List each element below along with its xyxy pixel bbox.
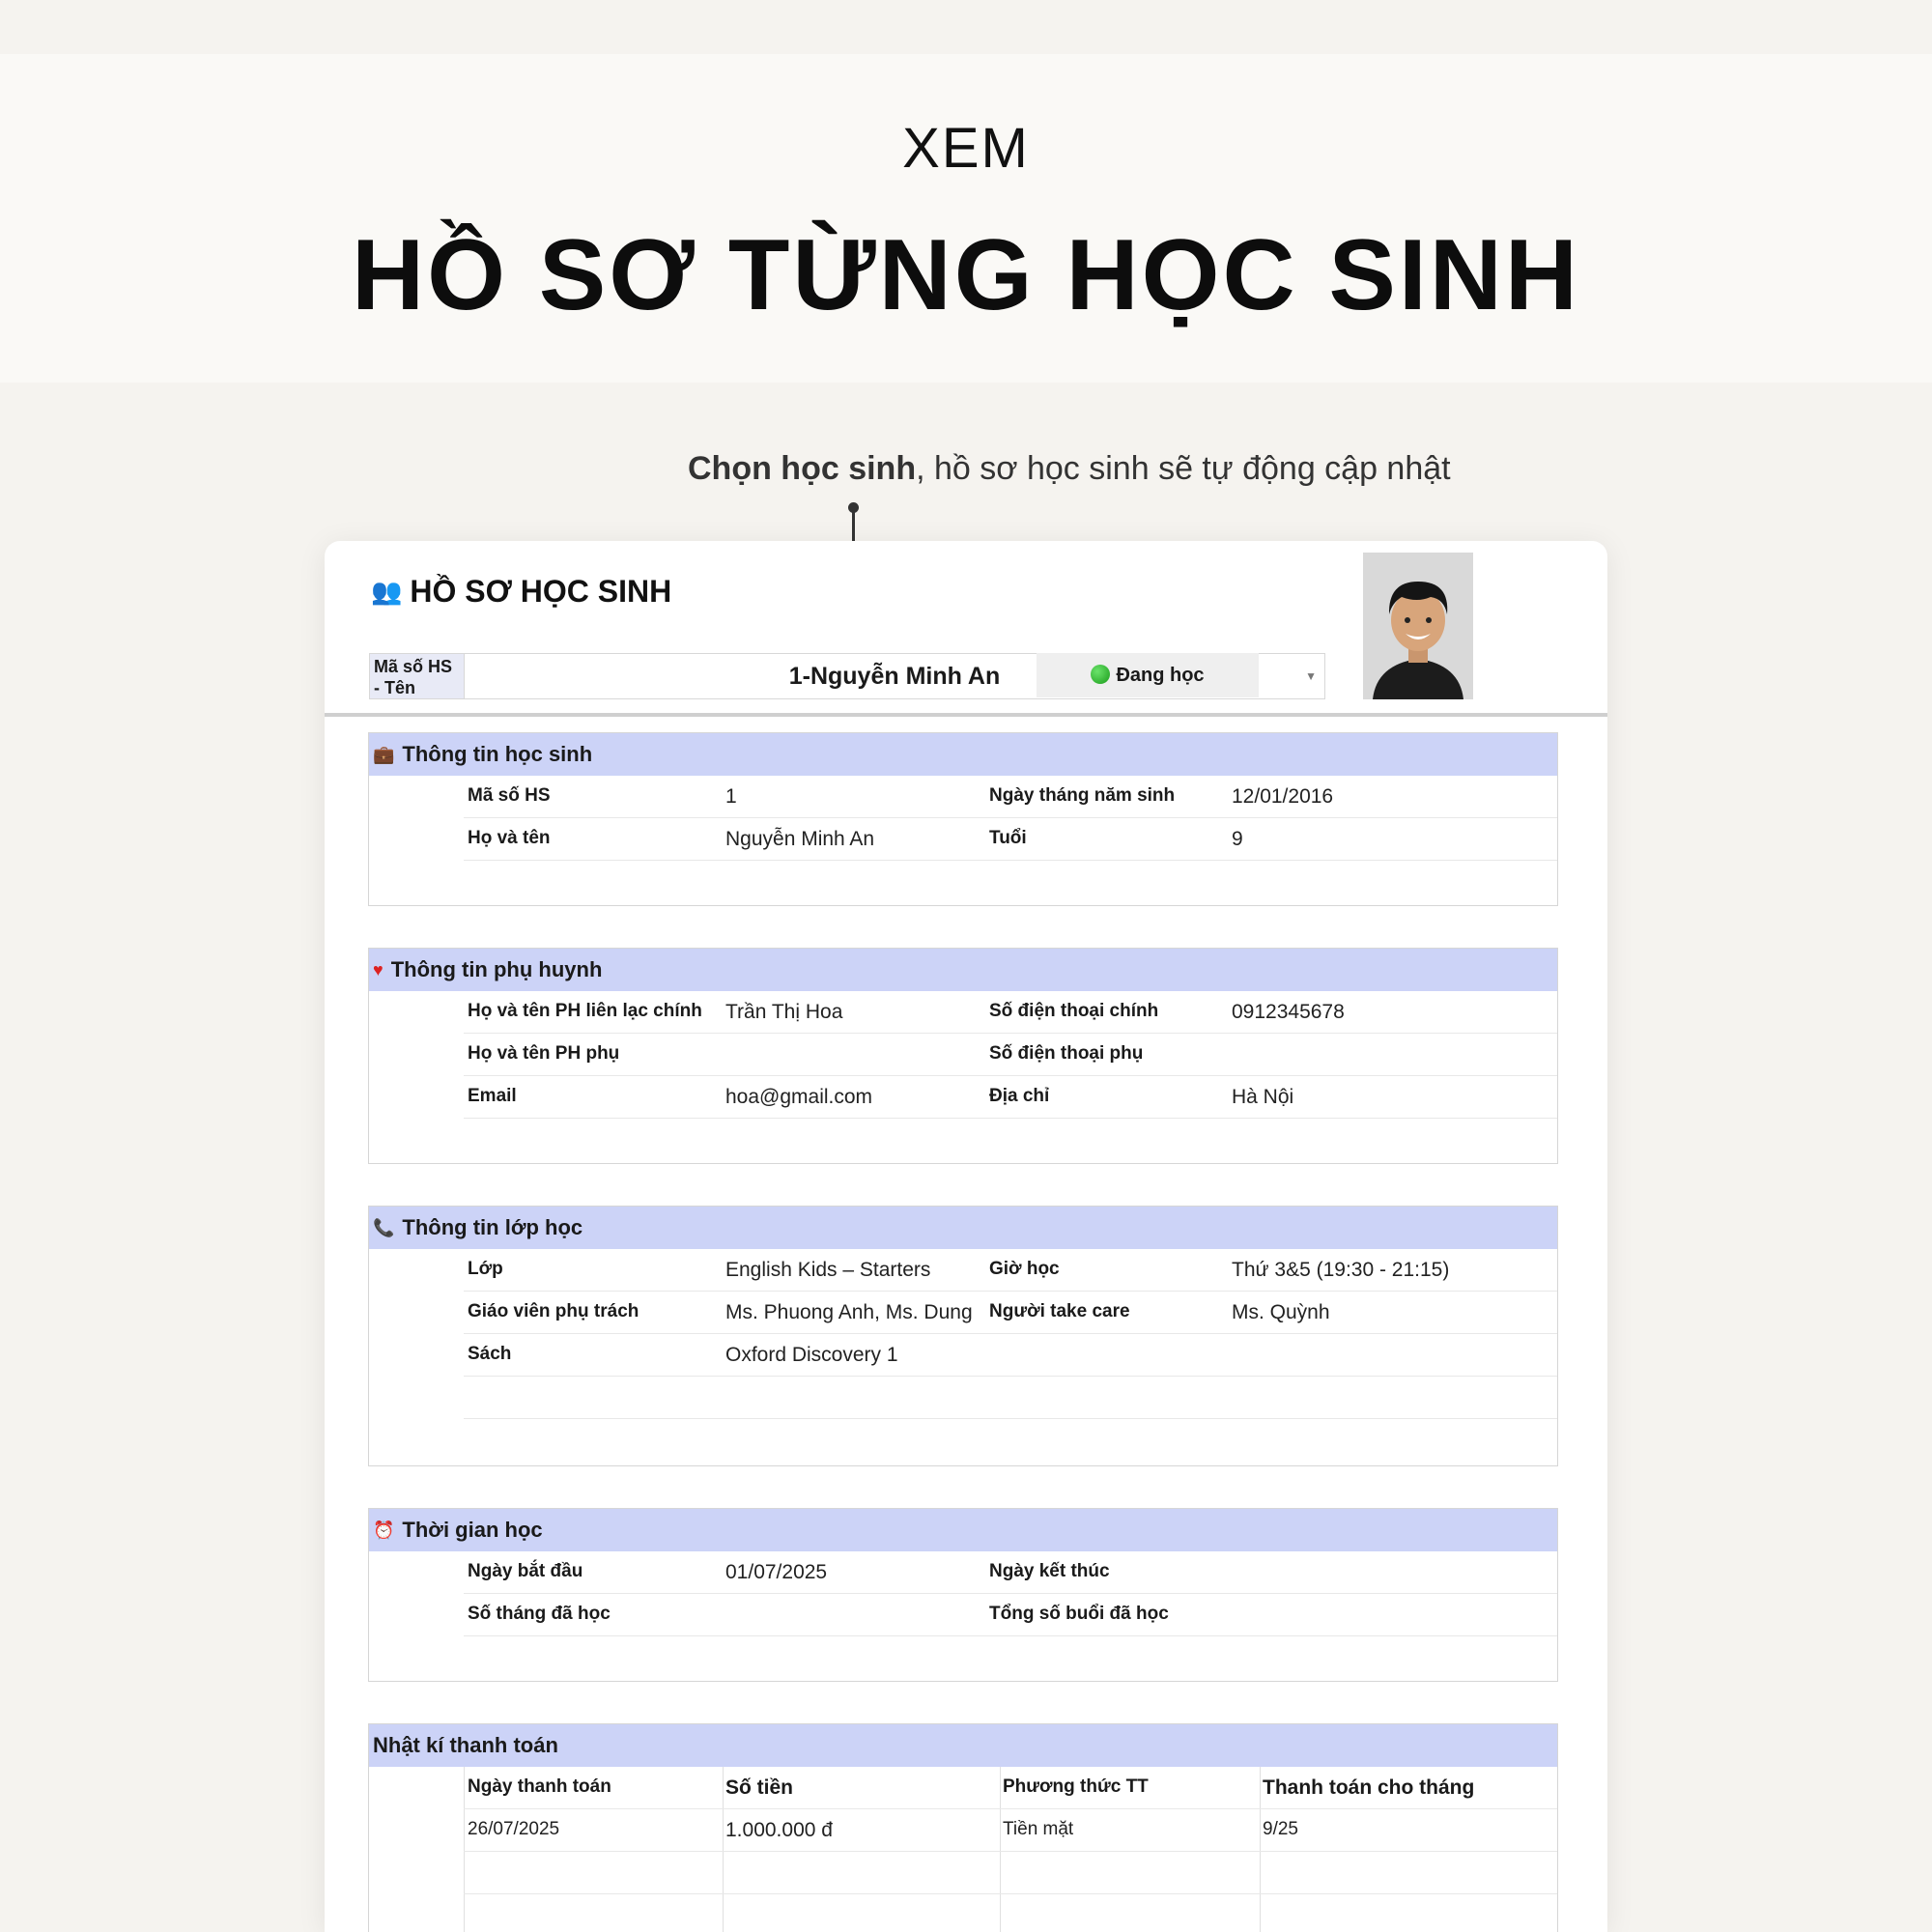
table-row [464, 1034, 1557, 1076]
table-row [464, 818, 1557, 861]
field-value: Ms. Phuong Anh, Ms. Dung [725, 1301, 973, 1323]
field-value: Nguyễn Minh An [725, 828, 875, 850]
heart-icon: ♥ [373, 960, 384, 980]
field-value: 12/01/2016 [1232, 785, 1334, 808]
field-value: hoa@gmail.com [725, 1086, 873, 1108]
table-cell: 26/07/2025 [468, 1819, 560, 1839]
status-label: Đang học [1116, 665, 1205, 686]
status-badge [1037, 653, 1259, 697]
table-row [464, 1551, 1557, 1594]
field-label: Sách [468, 1344, 512, 1364]
field-label: Lớp [468, 1259, 503, 1279]
table-cell: Tiền mặt [1003, 1819, 1074, 1839]
field-label: Tổng số buổi đã học [989, 1604, 1169, 1624]
hero-banner [0, 54, 1932, 383]
field-value: 1 [725, 785, 737, 808]
field-value: Oxford Discovery 1 [725, 1344, 898, 1366]
field-label: Ngày kết thúc [989, 1561, 1110, 1581]
section-title: Thời gian học [402, 1518, 543, 1542]
field-label: Số điện thoại phụ [989, 1043, 1144, 1064]
table-cell: 9/25 [1263, 1819, 1298, 1839]
table-row [464, 1852, 1557, 1894]
section-title: Thông tin học sinh [402, 742, 593, 766]
section-header [369, 1207, 1557, 1249]
section-header [369, 1509, 1557, 1551]
hero-title: HỒ SƠ TỪNG HỌC SINH [351, 219, 1581, 331]
card-title [371, 574, 671, 610]
people-icon: 👥 [371, 577, 403, 606]
field-label: Số điện thoại chính [989, 1001, 1159, 1021]
caption-rest: , hồ sơ học sinh sẽ tự động cập nhật [916, 450, 1451, 487]
column-header: Phương thức TT [1003, 1776, 1149, 1797]
field-label: Địa chỉ [989, 1086, 1050, 1106]
field-label: Ngày tháng năm sinh [989, 785, 1176, 806]
section-title: Thông tin phụ huynh [390, 957, 603, 981]
table-row [464, 776, 1557, 818]
section-header [369, 949, 1557, 991]
table-row [464, 1594, 1557, 1636]
header-divider [325, 713, 1607, 717]
section-parent-info [368, 948, 1558, 1164]
field-label: Giờ học [989, 1259, 1060, 1279]
table-row [464, 991, 1557, 1034]
section-header [369, 1724, 1557, 1767]
field-value: 9 [1232, 828, 1243, 850]
table-row [464, 1249, 1557, 1292]
green-circle-icon [1091, 665, 1110, 684]
column-header: Thanh toán cho tháng [1263, 1776, 1475, 1799]
clock-icon: ⏰ [373, 1520, 395, 1540]
column-header: Ngày thanh toán [468, 1776, 611, 1797]
card-title-text: HỒ SƠ HỌC SINH [410, 574, 672, 609]
table-row [464, 1377, 1557, 1419]
field-value: Hà Nội [1232, 1086, 1294, 1108]
section-class-info [368, 1206, 1558, 1466]
instruction-caption [688, 450, 1451, 488]
table-row [464, 1334, 1557, 1377]
field-label: Họ và tên PH phụ [468, 1043, 620, 1064]
section-payment-log [368, 1723, 1558, 1932]
hero-subtitle: XEM [902, 117, 1030, 180]
field-label: Người take care [989, 1301, 1130, 1321]
table-row [464, 1809, 1557, 1852]
table-row [464, 1292, 1557, 1334]
field-label: Họ và tên PH liên lạc chính [468, 1001, 702, 1021]
selected-student: 1-Nguyễn Minh An [788, 663, 1001, 690]
field-value: Thứ 3&5 (19:30 - 21:15) [1232, 1259, 1450, 1281]
student-profile-card [325, 541, 1607, 1932]
field-label: Email [468, 1086, 517, 1106]
field-label: Số tháng đã học [468, 1604, 611, 1624]
selector-label: Mã số HS - Tên [370, 654, 465, 698]
field-label: Tuổi [989, 828, 1027, 848]
table-cell: 1.000.000 đ [725, 1819, 833, 1841]
column-header: Số tiền [725, 1776, 794, 1799]
field-value: 0912345678 [1232, 1001, 1345, 1023]
field-value: English Kids – Starters [725, 1259, 931, 1281]
field-value: Trần Thị Hoa [725, 1001, 843, 1023]
briefcase-icon: 💼 [373, 745, 395, 764]
section-study-time [368, 1508, 1558, 1682]
phone-icon: 📞 [373, 1218, 395, 1237]
field-label: Mã số HS [468, 785, 551, 806]
section-title: Thông tin lớp học [402, 1215, 583, 1239]
section-header [369, 733, 1557, 776]
field-label: Giáo viên phụ trách [468, 1301, 639, 1321]
field-label: Ngày bắt đầu [468, 1561, 583, 1581]
pointer-dot-top [848, 502, 859, 513]
field-value: Ms. Quỳnh [1232, 1301, 1330, 1323]
student-photo [1363, 553, 1473, 699]
field-label: Họ và tên [468, 828, 551, 848]
field-value: 01/07/2025 [725, 1561, 828, 1583]
table-row [464, 1076, 1557, 1119]
section-title: Nhật kí thanh toán [373, 1733, 558, 1757]
table-header-row [464, 1767, 1557, 1809]
section-student-info [368, 732, 1558, 906]
dropdown-caret-icon[interactable]: ▼ [1305, 669, 1317, 683]
caption-bold: Chọn học sinh [688, 450, 917, 487]
